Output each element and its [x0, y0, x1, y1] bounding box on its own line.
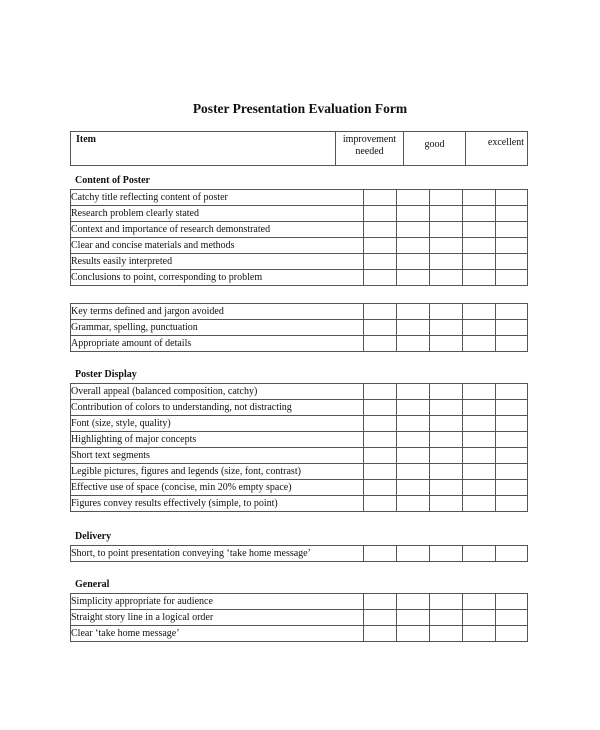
- rating-cell[interactable]: [364, 546, 397, 562]
- rating-cell[interactable]: [397, 546, 430, 562]
- rating-cell[interactable]: [397, 416, 430, 432]
- rating-cell[interactable]: [496, 270, 528, 286]
- rating-cell[interactable]: [463, 416, 496, 432]
- rating-cell[interactable]: [430, 384, 463, 400]
- page-title: Poster Presentation Evaluation Form: [192, 101, 408, 116]
- rating-cell[interactable]: [397, 448, 430, 464]
- table-row: [71, 546, 528, 562]
- criterion-label: Conclusions to point, corresponding to problem: [71, 270, 364, 286]
- rating-cell[interactable]: [364, 496, 397, 512]
- rating-cell[interactable]: [397, 480, 430, 496]
- rating-cell[interactable]: [364, 464, 397, 480]
- rating-cell[interactable]: [364, 336, 397, 352]
- rating-cell[interactable]: [496, 626, 528, 642]
- rating-cell[interactable]: [397, 238, 430, 254]
- rating-cell[interactable]: [496, 254, 528, 270]
- rating-cell[interactable]: [364, 190, 397, 206]
- content-table: [70, 189, 528, 286]
- criterion-label: Contribution of colors to understanding, not distracting: [71, 400, 364, 416]
- rating-cell[interactable]: [397, 320, 430, 336]
- rating-cell[interactable]: [397, 304, 430, 320]
- rating-cell[interactable]: [463, 400, 496, 416]
- rating-cell[interactable]: [463, 270, 496, 286]
- criterion-label: Short text segments: [71, 448, 364, 464]
- criterion-label: Grammar, spelling, punctuation: [71, 320, 364, 336]
- rating-cell[interactable]: [496, 610, 528, 626]
- table-row: [71, 384, 528, 400]
- criterion-label: Straight story line in a logical order: [71, 610, 364, 626]
- rating-cell[interactable]: [364, 254, 397, 270]
- rating-cell[interactable]: [463, 610, 496, 626]
- criterion-label: Catchy title reflecting content of poster: [71, 190, 364, 206]
- header-improvement-needed: [336, 132, 404, 166]
- rating-cell[interactable]: [430, 270, 463, 286]
- rating-cell[interactable]: [496, 238, 528, 254]
- language-table: [70, 303, 528, 352]
- rating-cell[interactable]: [397, 384, 430, 400]
- rating-cell[interactable]: [430, 336, 463, 352]
- criterion-label: Clear and concise materials and methods: [71, 238, 364, 254]
- rating-cell[interactable]: [463, 448, 496, 464]
- section-title-content: Content of Poster: [75, 175, 150, 186]
- rating-cell[interactable]: [397, 222, 430, 238]
- rating-cell[interactable]: [364, 320, 397, 336]
- criterion-label: Research problem clearly stated: [71, 206, 364, 222]
- rating-cell[interactable]: [430, 432, 463, 448]
- table-row: [71, 336, 528, 352]
- rating-cell[interactable]: [496, 546, 528, 562]
- rating-cell[interactable]: [463, 238, 496, 254]
- rating-cell[interactable]: [430, 190, 463, 206]
- criterion-label: Key terms defined and jargon avoided: [71, 304, 364, 320]
- rating-cell[interactable]: [397, 206, 430, 222]
- rating-cell[interactable]: [397, 594, 430, 610]
- criterion-label: Legible pictures, figures and legends (size, font, contrast): [71, 464, 364, 480]
- header-table: [70, 131, 528, 166]
- criterion-label: Context and importance of research demonstrated: [71, 222, 364, 238]
- criterion-label: Short, to point presentation conveying ‘take home message’: [71, 546, 364, 562]
- criterion-label: Highlighting of major concepts: [71, 432, 364, 448]
- table-row: [71, 594, 528, 610]
- rating-cell[interactable]: [463, 464, 496, 480]
- section-title-delivery: Delivery: [75, 531, 112, 542]
- rating-cell[interactable]: [430, 480, 463, 496]
- rating-cell[interactable]: [364, 610, 397, 626]
- rating-cell[interactable]: [364, 384, 397, 400]
- table-row: [71, 222, 528, 238]
- table-row: [71, 206, 528, 222]
- rating-cell[interactable]: [463, 304, 496, 320]
- rating-cell[interactable]: [397, 432, 430, 448]
- rating-cell[interactable]: [397, 254, 430, 270]
- rating-cell[interactable]: [496, 190, 528, 206]
- rating-cell[interactable]: [430, 320, 463, 336]
- rating-cell[interactable]: [496, 304, 528, 320]
- rating-cell[interactable]: [364, 480, 397, 496]
- rating-cell[interactable]: [496, 464, 528, 480]
- rating-cell[interactable]: [364, 270, 397, 286]
- criterion-label: Figures convey results effectively (simple, to point): [71, 496, 364, 512]
- table-row: [71, 416, 528, 432]
- rating-cell[interactable]: [364, 206, 397, 222]
- rating-cell[interactable]: [463, 320, 496, 336]
- rating-cell[interactable]: [463, 206, 496, 222]
- header-item: Item: [71, 132, 336, 166]
- rating-cell[interactable]: [430, 238, 463, 254]
- criterion-label: Results easily interpreted: [71, 254, 364, 270]
- table-row: [71, 448, 528, 464]
- rating-cell[interactable]: [496, 416, 528, 432]
- rating-cell[interactable]: [496, 336, 528, 352]
- rating-cell[interactable]: [496, 206, 528, 222]
- rating-cell[interactable]: [496, 384, 528, 400]
- criterion-label: Font (size, style, quality): [71, 416, 364, 432]
- rating-cell[interactable]: [496, 480, 528, 496]
- table-row: [71, 238, 528, 254]
- rating-cell[interactable]: [364, 416, 397, 432]
- table-row: [71, 626, 528, 642]
- rating-cell[interactable]: [397, 270, 430, 286]
- table-row: [71, 304, 528, 320]
- table-row: [71, 432, 528, 448]
- rating-cell[interactable]: [397, 336, 430, 352]
- rating-cell[interactable]: [430, 626, 463, 642]
- display-table: [70, 383, 528, 512]
- table-row: [71, 496, 528, 512]
- rating-cell[interactable]: [463, 432, 496, 448]
- rating-cell[interactable]: [397, 400, 430, 416]
- rating-cell[interactable]: [463, 480, 496, 496]
- general-table: [70, 593, 528, 642]
- section-title-general: General: [75, 579, 110, 590]
- criterion-label: Overall appeal (balanced composition, catchy): [71, 384, 364, 400]
- rating-cell[interactable]: [463, 626, 496, 642]
- table-row: [71, 190, 528, 206]
- criterion-label: Effective use of space (concise, min 20% empty space): [71, 480, 364, 496]
- rating-cell[interactable]: [463, 222, 496, 238]
- rating-cell[interactable]: [364, 432, 397, 448]
- rating-cell[interactable]: [430, 546, 463, 562]
- rating-cell[interactable]: [430, 206, 463, 222]
- rating-cell[interactable]: [463, 336, 496, 352]
- rating-cell[interactable]: [463, 594, 496, 610]
- criterion-label: Clear ‘take home message’: [71, 626, 364, 642]
- rating-cell[interactable]: [397, 190, 430, 206]
- rating-cell[interactable]: [430, 464, 463, 480]
- rating-cell[interactable]: [496, 320, 528, 336]
- table-row: [71, 610, 528, 626]
- delivery-table: [70, 545, 528, 562]
- header-excellent: excellent: [466, 132, 528, 166]
- header-improvement-line1: improvement: [342, 134, 397, 145]
- rating-cell[interactable]: [430, 222, 463, 238]
- rating-cell[interactable]: [463, 384, 496, 400]
- rating-cell[interactable]: [364, 304, 397, 320]
- rating-cell[interactable]: [430, 254, 463, 270]
- rating-cell[interactable]: [364, 222, 397, 238]
- rating-cell[interactable]: [463, 496, 496, 512]
- rating-cell[interactable]: [496, 400, 528, 416]
- rating-cell[interactable]: [496, 432, 528, 448]
- header-good: good: [404, 132, 466, 166]
- rating-cell[interactable]: [430, 448, 463, 464]
- rating-cell[interactable]: [496, 496, 528, 512]
- rating-cell[interactable]: [430, 416, 463, 432]
- rating-cell[interactable]: [430, 610, 463, 626]
- rating-cell[interactable]: [397, 626, 430, 642]
- rating-cell[interactable]: [496, 448, 528, 464]
- rating-cell[interactable]: [397, 496, 430, 512]
- rating-cell[interactable]: [364, 448, 397, 464]
- table-row: [71, 270, 528, 286]
- rating-cell[interactable]: [397, 464, 430, 480]
- rating-cell[interactable]: [463, 190, 496, 206]
- table-row: [71, 320, 528, 336]
- section-title-display: Poster Display: [75, 369, 137, 380]
- rating-cell[interactable]: [430, 594, 463, 610]
- rating-cell[interactable]: [364, 238, 397, 254]
- criterion-label: Simplicity appropriate for audience: [71, 594, 364, 610]
- criterion-label: Appropriate amount of details: [71, 336, 364, 352]
- rating-cell[interactable]: [430, 496, 463, 512]
- rating-cell[interactable]: [364, 594, 397, 610]
- rating-cell[interactable]: [463, 546, 496, 562]
- table-row: [71, 254, 528, 270]
- rating-cell[interactable]: [364, 626, 397, 642]
- table-row: [71, 480, 528, 496]
- rating-cell[interactable]: [496, 594, 528, 610]
- header-improvement-line2: needed: [355, 145, 384, 157]
- rating-cell[interactable]: [430, 304, 463, 320]
- table-row: [71, 400, 528, 416]
- header-row: [71, 132, 528, 166]
- table-row: [71, 464, 528, 480]
- rating-cell[interactable]: [364, 400, 397, 416]
- rating-cell[interactable]: [496, 222, 528, 238]
- rating-cell[interactable]: [463, 254, 496, 270]
- rating-cell[interactable]: [430, 400, 463, 416]
- rating-cell[interactable]: [397, 610, 430, 626]
